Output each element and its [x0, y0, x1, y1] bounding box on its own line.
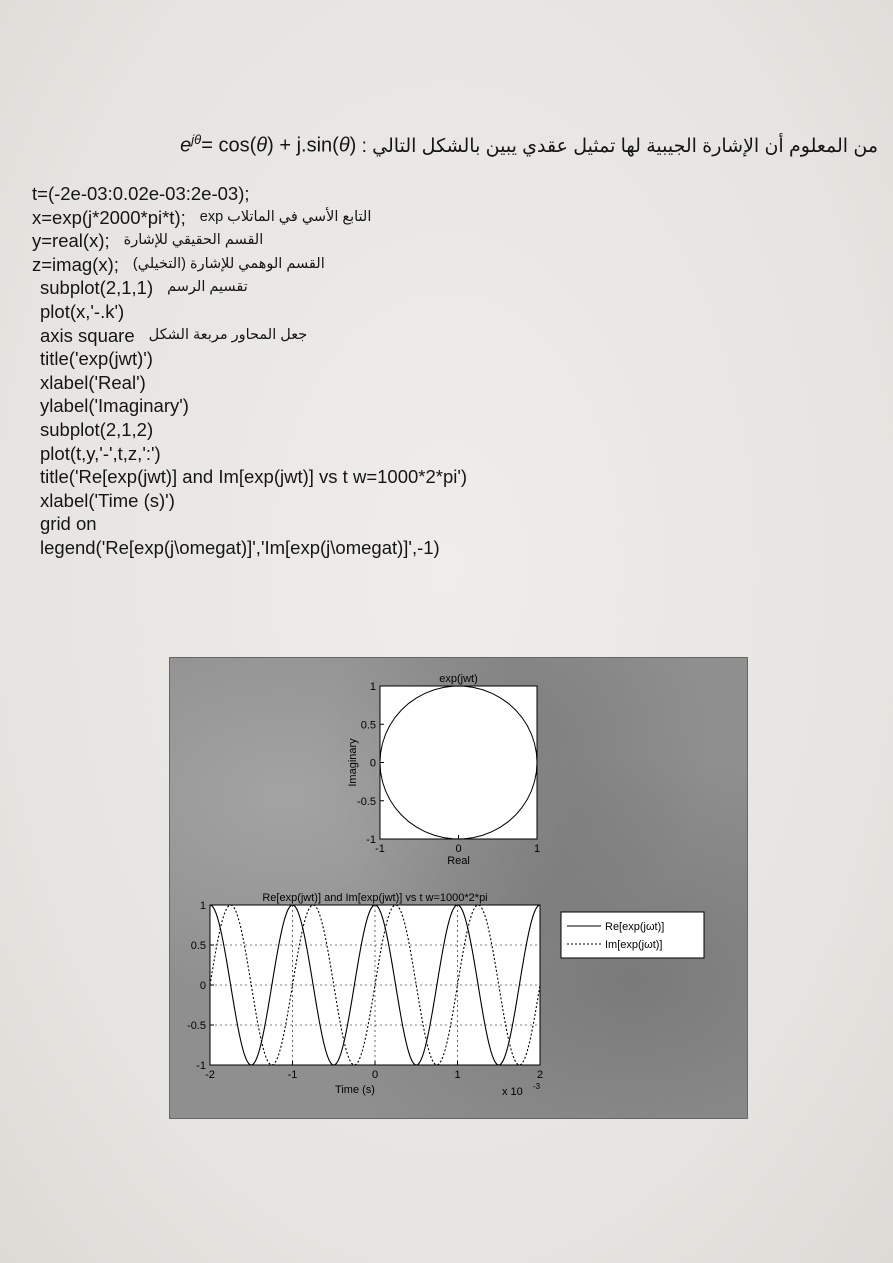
code-line — [32, 229, 652, 253]
bottom-x-tick-label: -1 — [287, 1069, 298, 1081]
code-statement: subplot(2,1,2) — [40, 418, 154, 440]
code-line — [32, 276, 652, 300]
bottom-y-tick-label: 1 — [199, 900, 206, 912]
intro-line — [40, 132, 878, 158]
top-y-axis-label: Imaginary — [347, 738, 359, 787]
code-statement: title('Re[exp(jwt)] and Im[exp(jwt)] vs t w=1000*2*pi') — [40, 466, 468, 488]
matlab-figure — [169, 657, 748, 1119]
code-line — [32, 512, 652, 536]
top-y-tick-label: -1 — [366, 834, 376, 846]
bottom-x-tick-label: 1 — [454, 1069, 461, 1081]
bottom-x-tick-label: -2 — [205, 1069, 215, 1081]
code-statement: grid on — [40, 513, 97, 535]
top-chart-title: exp(jwt) — [439, 673, 478, 685]
code-line — [32, 394, 652, 418]
code-line — [32, 442, 652, 466]
bottom-x-tick-label: 2 — [536, 1069, 544, 1081]
x-exponent-label: x 10 — [502, 1086, 523, 1098]
top-x-tick-label: 1 — [533, 843, 541, 855]
code-statement: xlabel('Real') — [40, 371, 146, 393]
code-statement: xlabel('Time (s)') — [40, 489, 175, 511]
code-comment: القسم الوهمي للإشارة (التخيلي) — [132, 255, 325, 272]
code-line — [32, 324, 652, 348]
code-statement: x=exp(j*2000*pi*t); — [32, 206, 186, 228]
code-line — [32, 536, 652, 560]
legend-entry: Re[exp(jωt)] — [605, 921, 665, 933]
code-line — [32, 347, 652, 371]
code-statement: subplot(2,1,1) — [40, 277, 154, 299]
top-x-tick-label: -1 — [375, 843, 385, 855]
code-statement: y=real(x); — [32, 230, 110, 252]
code-statement: t=(-2e-03:0.02e-03:2e-03); — [32, 183, 250, 204]
code-statement: legend('Re[exp(j\omegat)]','Im[exp(j\omegat)]',-1) — [40, 536, 440, 558]
top-y-tick-label: 0 — [369, 757, 376, 770]
code-statement: plot(t,y,'-',t,z,':') — [40, 442, 161, 464]
code-statement: ylabel('Imaginary') — [40, 395, 189, 417]
legend-entry: Im[exp(jωt)] — [605, 939, 663, 951]
code-line — [32, 465, 652, 489]
figure-canvas — [170, 658, 747, 1118]
top-x-axis-label: Real — [447, 855, 470, 867]
code-statement: plot(x,'-.k') — [40, 300, 125, 322]
intro-text: من المعلوم أن الإشارة الجيبية لها تمثيل عقدي يبين بالشكل التالي : — [361, 135, 878, 157]
top-y-tick-label: 1 — [369, 681, 376, 693]
code-comment: القسم الحقيقي للإشارة — [123, 232, 264, 249]
code-comment: جعل المحاور مربعة الشكل — [148, 326, 308, 343]
bottom-chart-title: Re[exp(jwt)] and Im[exp(jwt)] vs t w=1000*2*pi — [262, 892, 488, 904]
x-exponent-power: -3 — [533, 1082, 541, 1091]
code-line — [32, 371, 652, 395]
code-statement: axis square — [40, 324, 135, 346]
code-statement: z=imag(x); — [32, 253, 119, 275]
code-line — [32, 206, 652, 230]
bottom-y-tick-label: 0 — [199, 980, 206, 992]
top-y-tick-label: 0.5 — [360, 719, 376, 732]
matlab-code-block — [32, 182, 652, 560]
code-statement: title('exp(jwt)') — [40, 348, 153, 370]
bottom-y-tick-label: 0.5 — [190, 940, 206, 952]
code-comment: تقسيم الرسم — [167, 279, 248, 296]
code-line — [32, 300, 652, 324]
bottom-y-tick-label: -0.5 — [187, 1020, 206, 1032]
top-axes-frame — [380, 686, 537, 839]
code-comment: التابع الأسي في الماتلاب exp — [199, 208, 372, 225]
bottom-x-tick-label: 0 — [371, 1069, 379, 1081]
code-line — [32, 182, 652, 206]
legend-box — [561, 912, 704, 958]
euler-formula: $e^{j\theta}= \cos(\theta) + j.\sin(\theta)$ — [180, 132, 357, 157]
code-line — [32, 418, 652, 442]
top-x-tick-label: 0 — [455, 843, 462, 855]
code-line — [32, 253, 652, 277]
bottom-y-tick-label: -1 — [196, 1060, 206, 1072]
code-line — [32, 489, 652, 513]
bottom-x-axis-label: Time (s) — [335, 1084, 375, 1096]
top-y-tick-label: -0.5 — [357, 795, 376, 808]
